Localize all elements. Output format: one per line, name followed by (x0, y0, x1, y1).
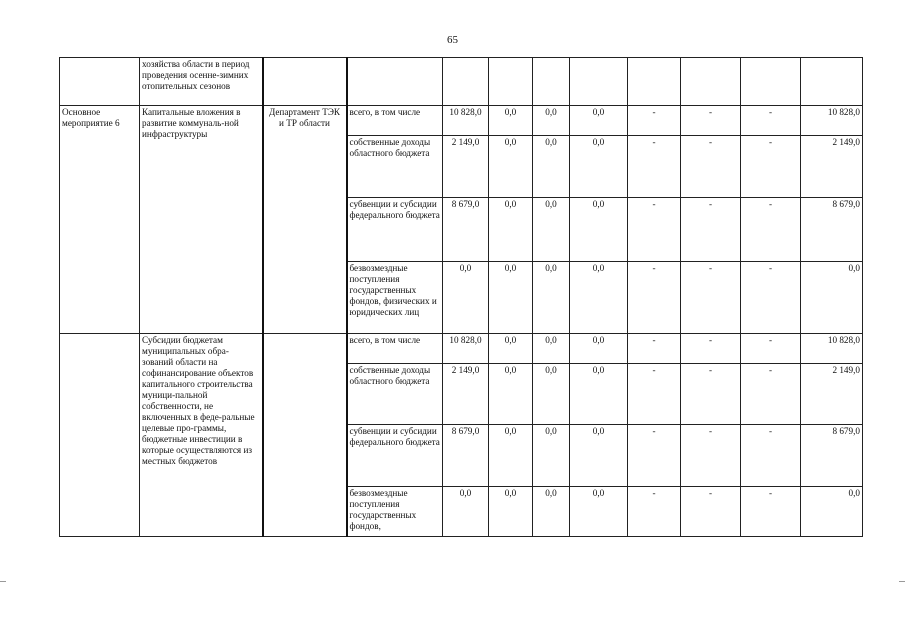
value-cell: 0,0 (570, 106, 628, 136)
value-cell: 0,0 (489, 262, 533, 334)
source-cell: всего, в том числе (347, 106, 443, 136)
value-cell: 0,0 (489, 106, 533, 136)
source-cell (347, 58, 443, 106)
value-cell: 0,0 (489, 334, 533, 364)
value-cell: 0,0 (570, 136, 628, 198)
value-cell: 0,0 (533, 364, 570, 425)
value-cell: 8 679,0 (443, 425, 489, 487)
value-cell: 0,0 (570, 364, 628, 425)
value-cell: - (628, 262, 681, 334)
value-cell: 2 149,0 (443, 364, 489, 425)
value-cell: 0,0 (489, 487, 533, 537)
table-row (60, 106, 863, 136)
value-cell: - (681, 425, 741, 487)
value-cell: - (628, 198, 681, 262)
value-cell: 0,0 (533, 487, 570, 537)
value-cell: - (681, 334, 741, 364)
value-cell: - (741, 136, 801, 198)
source-cell: собственные доходы областного бюджета (347, 364, 443, 425)
value-cell: - (741, 262, 801, 334)
value-cell: 10 828,0 (443, 334, 489, 364)
executor-cell (263, 334, 347, 537)
value-cell: - (741, 487, 801, 537)
executor-cell: Департамент ТЭК и ТР области (263, 106, 347, 334)
value-cell: - (741, 334, 801, 364)
name-cell: Субсидии бюджетам муниципальных обра-зований области на софинансирование объектов капитального строительства муници-пальной собственности, не включенных в феде-ральные целевые про-граммы, бюджетные инвестиции в которые осуществляются из местных бюджетов (140, 334, 263, 537)
scan-margin-mark (899, 581, 905, 582)
value-cell: - (628, 334, 681, 364)
code-cell: Основное мероприятие 6 (60, 106, 140, 334)
source-cell: всего, в том числе (347, 334, 443, 364)
source-cell: собственные доходы областного бюджета (347, 136, 443, 198)
continuation-row (60, 58, 863, 106)
value-cell: - (628, 106, 681, 136)
value-cell: 0,0 (443, 487, 489, 537)
scan-margin-mark (0, 581, 6, 582)
value-cell: 0,0 (570, 198, 628, 262)
value-cell: 0,0 (533, 106, 570, 136)
value-cell: - (741, 106, 801, 136)
value-cell: 8 679,0 (801, 425, 863, 487)
value-cell: - (628, 487, 681, 537)
value-cell: 2 149,0 (443, 136, 489, 198)
value-cell: 0,0 (570, 334, 628, 364)
page-number: 65 (447, 34, 458, 46)
value-cell: - (741, 364, 801, 425)
program-table (59, 57, 863, 537)
code-cell (60, 334, 140, 537)
executor-cell (263, 58, 347, 106)
value-cell: 10 828,0 (801, 334, 863, 364)
value-cell: 0,0 (489, 136, 533, 198)
value-cell: - (628, 136, 681, 198)
table-row (60, 334, 863, 364)
value-cell: 0,0 (570, 425, 628, 487)
value-cell: 0,0 (570, 262, 628, 334)
value-cell: 2 149,0 (801, 364, 863, 425)
value-cell: 8 679,0 (443, 198, 489, 262)
value-cell: 10 828,0 (443, 106, 489, 136)
value-cell: - (681, 198, 741, 262)
value-cell: 0,0 (489, 198, 533, 262)
value-cell: 0,0 (533, 262, 570, 334)
value-cell: 0,0 (489, 425, 533, 487)
value-cell: - (681, 364, 741, 425)
value-cell: - (628, 425, 681, 487)
value-cell: 0,0 (801, 262, 863, 334)
name-cell: хозяйства области в период проведения осенне-зимних отопительных сезонов (140, 58, 263, 106)
value-cell: - (741, 425, 801, 487)
value-cell: 0,0 (533, 136, 570, 198)
value-cell: 2 149,0 (801, 136, 863, 198)
value-cell: 0,0 (533, 334, 570, 364)
source-cell: безвозмездные поступления государственных фондов, физических и юридических лиц (347, 262, 443, 334)
value-cell: 0,0 (489, 364, 533, 425)
source-cell: субвенции и субсидии федерального бюджета (347, 198, 443, 262)
value-cell: 0,0 (801, 487, 863, 537)
value-cell: 10 828,0 (801, 106, 863, 136)
value-cell: 8 679,0 (801, 198, 863, 262)
value-cell: 0,0 (533, 198, 570, 262)
value-cell: - (741, 198, 801, 262)
source-cell: безвозмездные поступления государственных фондов, (347, 487, 443, 537)
value-cell: - (681, 136, 741, 198)
value-cell: - (681, 106, 741, 136)
code-cell (60, 58, 140, 106)
value-cell: 0,0 (443, 262, 489, 334)
value-cell: - (681, 487, 741, 537)
value-cell: - (681, 262, 741, 334)
name-cell: Капитальные вложения в развитие коммуналь-ной инфраструктуры (140, 106, 263, 334)
source-cell: субвенции и субсидии федерального бюджета (347, 425, 443, 487)
value-cell: - (628, 364, 681, 425)
value-cell: 0,0 (533, 425, 570, 487)
value-cell: 0,0 (570, 487, 628, 537)
